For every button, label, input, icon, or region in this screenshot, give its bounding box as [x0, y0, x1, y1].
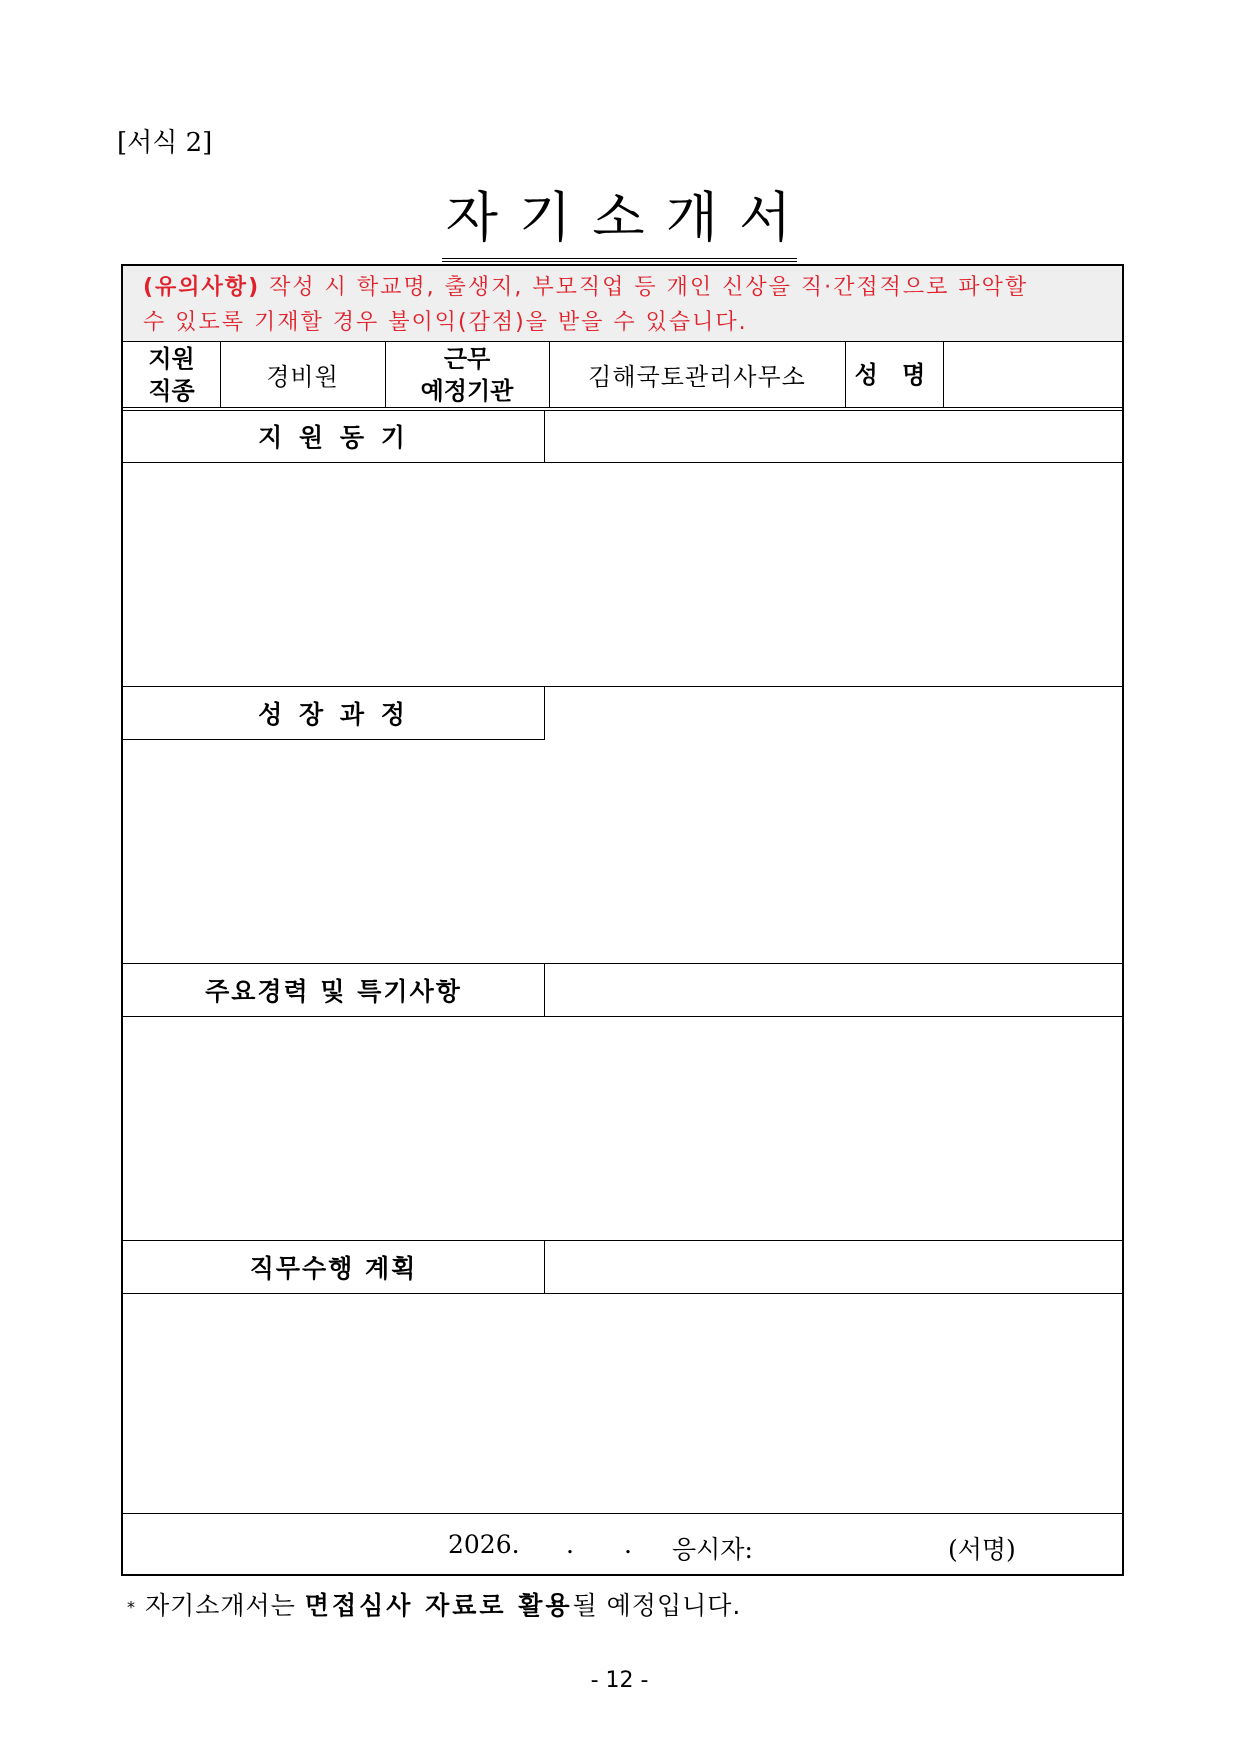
applicant-label: 응시자: — [672, 1535, 753, 1564]
signature-row — [123, 1514, 1122, 1574]
workplace-label-line-1: 근무 — [443, 344, 491, 373]
divider — [123, 407, 1122, 408]
growth-content-area[interactable] — [123, 740, 1122, 963]
section-label-career: 주요경력 및 특기사항 — [205, 977, 462, 1006]
motivation-content-area[interactable] — [123, 463, 1122, 686]
notice-line-1 — [143, 270, 1112, 305]
job-type-label-line-2: 직종 — [148, 376, 195, 405]
date-month-dot: . — [566, 1530, 574, 1559]
notice-text-2: 수 있도록 기재할 경우 불이익(감점)을 받을 수 있습니다. — [143, 310, 748, 335]
footnote-star: * — [127, 1597, 136, 1617]
notice-text-1: 작성 시 학교명, 출생지, 부모직업 등 개인 신상을 직·간접적으로 파악할 — [260, 275, 1029, 300]
notice-box — [123, 266, 1122, 342]
workplace-label — [385, 342, 549, 407]
job-type-label — [123, 342, 220, 407]
divider — [544, 410, 545, 462]
footnote-text-b: 될 예정입니다. — [572, 1591, 742, 1620]
page-number: - 12 - — [590, 1668, 649, 1693]
title-container — [0, 175, 1239, 262]
footnote — [127, 1586, 741, 1622]
section-label-motivation: 지 원 동 기 — [258, 423, 409, 452]
divider — [544, 964, 545, 1016]
divider — [544, 1241, 545, 1293]
signature-label: (서명) — [948, 1535, 1016, 1564]
divider — [544, 687, 545, 739]
job-plan-content-area[interactable] — [123, 1294, 1122, 1513]
section-label-job-plan: 직무수행 계획 — [249, 1254, 418, 1283]
document-title: 자 기 소 개 서 — [442, 175, 797, 262]
section-label-growth: 성 장 과 정 — [258, 700, 409, 729]
date-day-dot: . — [624, 1530, 632, 1559]
date-year: 2026. — [448, 1530, 520, 1559]
job-type-label-line-1: 지원 — [148, 344, 195, 373]
career-content-area[interactable] — [123, 1017, 1122, 1240]
workplace-label-line-2: 예정기관 — [420, 376, 514, 405]
form-number-label: [서식 2] — [117, 128, 213, 158]
job-type-value[interactable]: 경비원 — [266, 363, 339, 391]
footnote-text-a: 자기소개서는 — [136, 1591, 305, 1620]
notice-prefix: (유의사항) — [143, 275, 261, 300]
workplace-value[interactable]: 김해국토관리사무소 — [588, 363, 806, 391]
self-introduction-form — [121, 264, 1124, 1576]
footnote-bold: 면접심사 자료로 활용 — [304, 1591, 573, 1620]
name-label: 성 명 — [854, 360, 934, 389]
name-field[interactable] — [943, 342, 1122, 407]
